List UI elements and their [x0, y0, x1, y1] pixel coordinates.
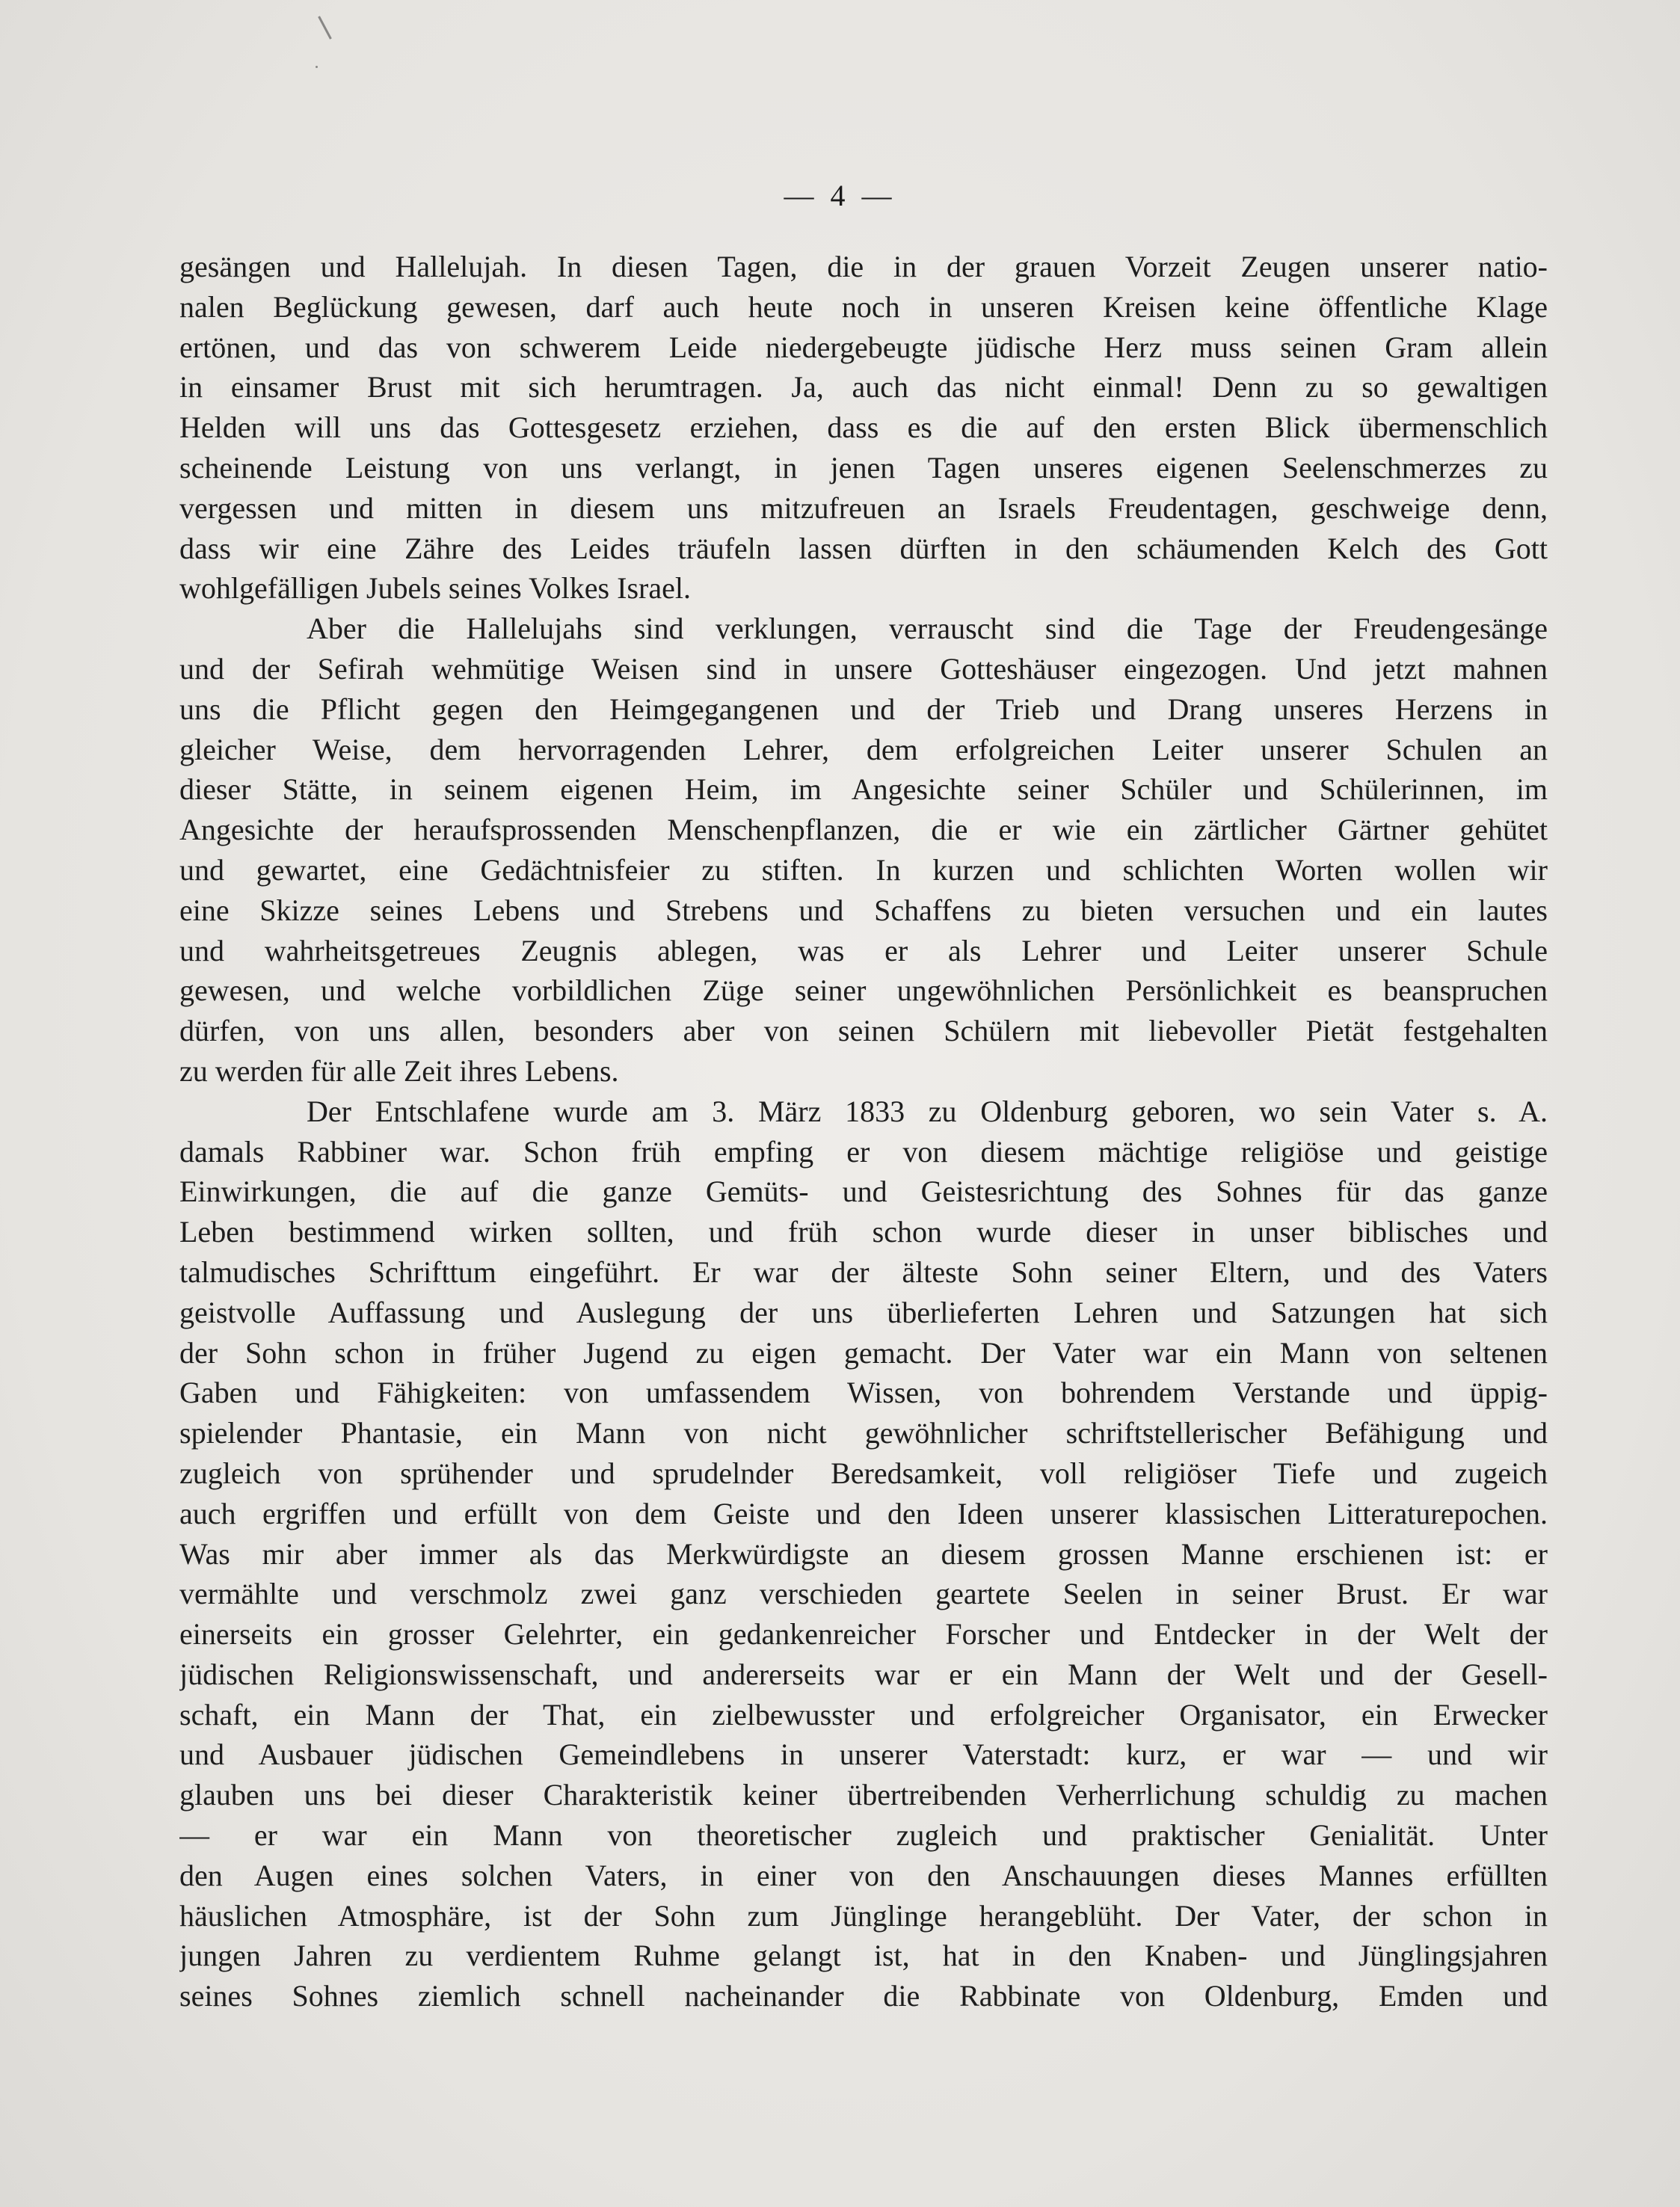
text-line: und gewartet, eine Gedächtnisfeier zu stiften. In kurzen und schlichten Worten wollen wir: [179, 852, 1548, 887]
text-line: — er war ein Mann von theoretischer zugleich und praktischer Genialität. Unter: [179, 1818, 1548, 1853]
text-line: vermählte und verschmolz zwei ganz verschieden geartete Seelen in seiner Brust. Er war: [179, 1577, 1548, 1611]
text-line: Aber die Hallelujahs sind verklungen, verrauscht sind die Tage der Freudengesänge: [307, 612, 1548, 646]
text-line: gleicher Weise, dem hervorragenden Lehrer, dem erfolgreichen Leiter unserer Schulen an: [179, 732, 1548, 766]
text-line: gesängen und Hallelujah. In diesen Tagen, die in der grauen Vorzeit Zeugen unserer natio-: [179, 250, 1548, 283]
text-line: Leben bestimmend wirken sollten, und früh schon wurde dieser in unser biblisches und: [179, 1215, 1548, 1249]
text-line: schaft, ein Mann der That, ein zielbewusster und erfolgreicher Organisator, ein Erwecker: [179, 1697, 1548, 1732]
text-line: seines Sohnes ziemlich schnell nacheinander die Rabbinate von Oldenburg, Emden und: [179, 1979, 1548, 2013]
text-line: und wahrheitsgetreues Zeugnis ablegen, was er als Lehrer und Leiter unserer Schule: [179, 933, 1548, 967]
body-text: [179, 247, 1548, 2016]
text-line: talmudisches Schrifttum eingeführt. Er war der älteste Sohn seiner Eltern, und des Vaters: [179, 1255, 1548, 1289]
text-line: häuslichen Atmosphäre, ist der Sohn zum Jünglinge herangeblüht. Der Vater, der schon in: [179, 1898, 1548, 1933]
text-line: spielender Phantasie, ein Mann von nicht gewöhnlicher schriftstellerischer Befähigung und: [179, 1416, 1548, 1450]
text-line: dieser Stätte, in seinem eigenen Heim, im Angesichte seiner Schüler und Schülerinnen, im: [179, 772, 1548, 807]
text-line: eine Skizze seines Lebens und Strebens und Schaffens zu bieten versuchen und ein lautes: [179, 893, 1548, 927]
text-line: auch ergriffen und erfüllt von dem Geiste und den Ideen unserer klassischen Litteraturepochen.: [179, 1496, 1548, 1530]
text-line: dass wir eine Zähre des Leides träufeln lassen dürften in den schäumenden Kelch des Gott: [179, 531, 1548, 565]
scan-speck: [318, 16, 332, 39]
text-line: Der Entschlafene wurde am 3. März 1833 zu Oldenburg geboren, wo sein Vater s. A.: [307, 1094, 1548, 1128]
page-number: — 4 —: [784, 179, 896, 212]
text-line: Was mir aber immer als das Merkwürdigste an diesem grossen Manne erschienen ist: er: [179, 1536, 1548, 1571]
text-line: in einsamer Brust mit sich herumtragen. Ja, auch das nicht einmal! Denn zu so gewaltigen: [179, 370, 1548, 404]
text-line: jungen Jahren zu verdientem Ruhme gelangt ist, hat in den Knaben- und Jünglingsjahren: [179, 1939, 1548, 1973]
text-line: der Sohn schon in früher Jugend zu eigen gemacht. Der Vater war ein Mann von seltenen: [179, 1335, 1548, 1370]
text-line: zu werden für alle Zeit ihres Lebens.: [179, 1053, 619, 1088]
text-line: glauben uns bei dieser Charakteristik keiner übertreibenden Verherrlichung schuldig zu machen: [179, 1778, 1548, 1812]
text-line: ertönen, und das von schwerem Leide niedergebeugte jüdische Herz muss seinen Gram allein: [179, 330, 1548, 364]
text-line: geistvolle Auffassung und Auslegung der uns überlieferten Lehren und Satzungen hat sich: [179, 1295, 1548, 1329]
scan-speck: [316, 66, 318, 68]
text-line: wohlgefälligen Jubels seines Volkes Israel.: [179, 571, 691, 606]
text-line: Gaben und Fähigkeiten: von umfassendem Wissen, von bohrendem Verstande und üppig-: [179, 1376, 1548, 1410]
text-line: zugleich von sprühender und sprudelnder Beredsamkeit, voll religiöser Tiefe und zugeich: [179, 1456, 1548, 1490]
text-line: Helden will uns das Gottesgesetz erziehen, dass es die auf den ersten Blick übermenschlich: [179, 410, 1548, 445]
text-line: Einwirkungen, die auf die ganze Gemüts- und Geistesrichtung des Sohnes für das ganze: [179, 1175, 1548, 1209]
text-line: den Augen eines solchen Vaters, in einer von den Anschauungen dieses Mannes erfüllten: [179, 1858, 1548, 1892]
text-line: scheinende Leistung von uns verlangt, in jenen Tagen unseres eigenen Seelenschmerzes zu: [179, 450, 1548, 484]
text-line: und Ausbauer jüdischen Gemeindlebens in unserer Vaterstadt: kurz, er war — und wir: [179, 1737, 1548, 1772]
text-line: damals Rabbiner war. Schon früh empfing er von diesem mächtige religiöse und geistige: [179, 1134, 1548, 1169]
text-line: dürfen, von uns allen, besonders aber von seinen Schülern mit liebevoller Pietät festgehalten: [179, 1014, 1548, 1048]
text-line: uns die Pflicht gegen den Heimgegangenen und der Trieb und Drang unseres Herzens in: [179, 692, 1548, 726]
text-line: jüdischen Religionswissenschaft, und andererseits war er ein Mann der Welt und der Gesell-: [179, 1657, 1548, 1691]
text-line: nalen Beglückung gewesen, darf auch heute noch in unseren Kreisen keine öffentliche Klage: [179, 289, 1548, 324]
text-line: Angesichte der heraufsprossenden Menschenpflanzen, die er wie ein zärtlicher Gärtner gehütet: [179, 813, 1548, 847]
text-line: und der Sefirah wehmütige Weisen sind in unsere Gotteshäuser eingezogen. Und jetzt mahnen: [179, 651, 1548, 686]
text-line: vergessen und mitten in diesem uns mitzufreuen an Israels Freudentagen, geschweige denn,: [179, 490, 1548, 525]
text-line: einerseits ein grosser Gelehrter, ein gedankenreicher Forscher und Entdecker in der Welt der: [179, 1617, 1548, 1652]
text-line: gewesen, und welche vorbildlichen Züge seiner ungewöhnlichen Persönlichkeit es beanspruchen: [179, 973, 1548, 1008]
